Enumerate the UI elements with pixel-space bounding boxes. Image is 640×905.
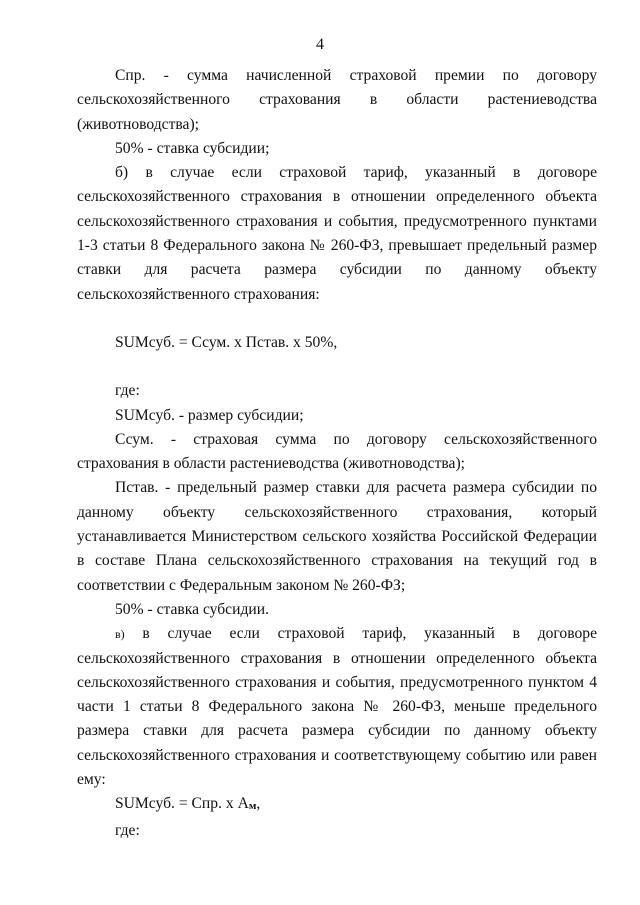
where-label-2: где:	[115, 821, 140, 839]
spacer	[77, 307, 597, 331]
definition-sum-subsidy: SUMсуб. - размер субсидии;	[115, 406, 304, 424]
definition-insured-sum: Ссум. - страховая сумма по договору сельскохозяйственного страхования в области растениеводства (животноводства);	[77, 430, 597, 473]
paragraph-subsidy-rate-2: 50% - ставка субсидии.	[115, 600, 269, 618]
paragraph-case-v	[77, 622, 597, 792]
formula-2-subscript: м	[248, 800, 257, 813]
spacer	[77, 355, 597, 379]
formula-2-end: ,	[256, 795, 261, 813]
paragraph-premium-definition: Спр. - сумма начисленной страховой премии по договору сельскохозяйственного страхования в области растениеводства (животноводства);	[77, 67, 597, 133]
case-letter-v: в)	[115, 627, 125, 642]
formula-2-main: SUMсуб. = Спр. х А	[115, 795, 249, 813]
formula-sum-subsidy-2	[77, 792, 597, 818]
case-v-text: в случае если страховой тариф, указанный в договоре сельскохозяйственного страхования в отношении определенного объекта сельскохозяйственного страхования и события, предусмотренного пунктом 4 части 1 статьи 8 Федерального закона № 260-ФЗ, меньше предельного размера ставки для расчета размера субсидии по данному объекту сельскохозяйственного страхования и соответствующему событию или равен ему:	[77, 625, 597, 789]
definition-max-rate: Пстав. - предельный размер ставки для расчета размера субсидии по данному объекту сельскохозяйственного страхования, который устанавливается Министерством сельского хозяйства Российской Федерации в составе Плана сельскохозяйственного страхования на текущий год в соответствии с Федеральным законом № 260-ФЗ;	[77, 479, 597, 594]
document-body	[77, 64, 597, 843]
paragraph-subsidy-rate-1: 50% - ставка субсидии;	[115, 139, 270, 157]
paragraph-case-b: б) в случае если страховой тариф, указанный в договоре сельскохозяйственного страхования в отношении определенного объекта сельскохозяйственного страхования и события, предусмотренного пунктами 1-3 статьи 8 Федерального закона № 260-ФЗ, превышает предельный размер ставки для расчета размера субсидии по данному объекту сельскохозяйственного страхования:	[77, 164, 597, 303]
formula-sum-subsidy-1: SUMсуб. = Ссум. х Пстав. х 50%,	[115, 333, 338, 351]
page-number: 4	[316, 36, 324, 53]
where-label-1: где:	[115, 382, 140, 400]
